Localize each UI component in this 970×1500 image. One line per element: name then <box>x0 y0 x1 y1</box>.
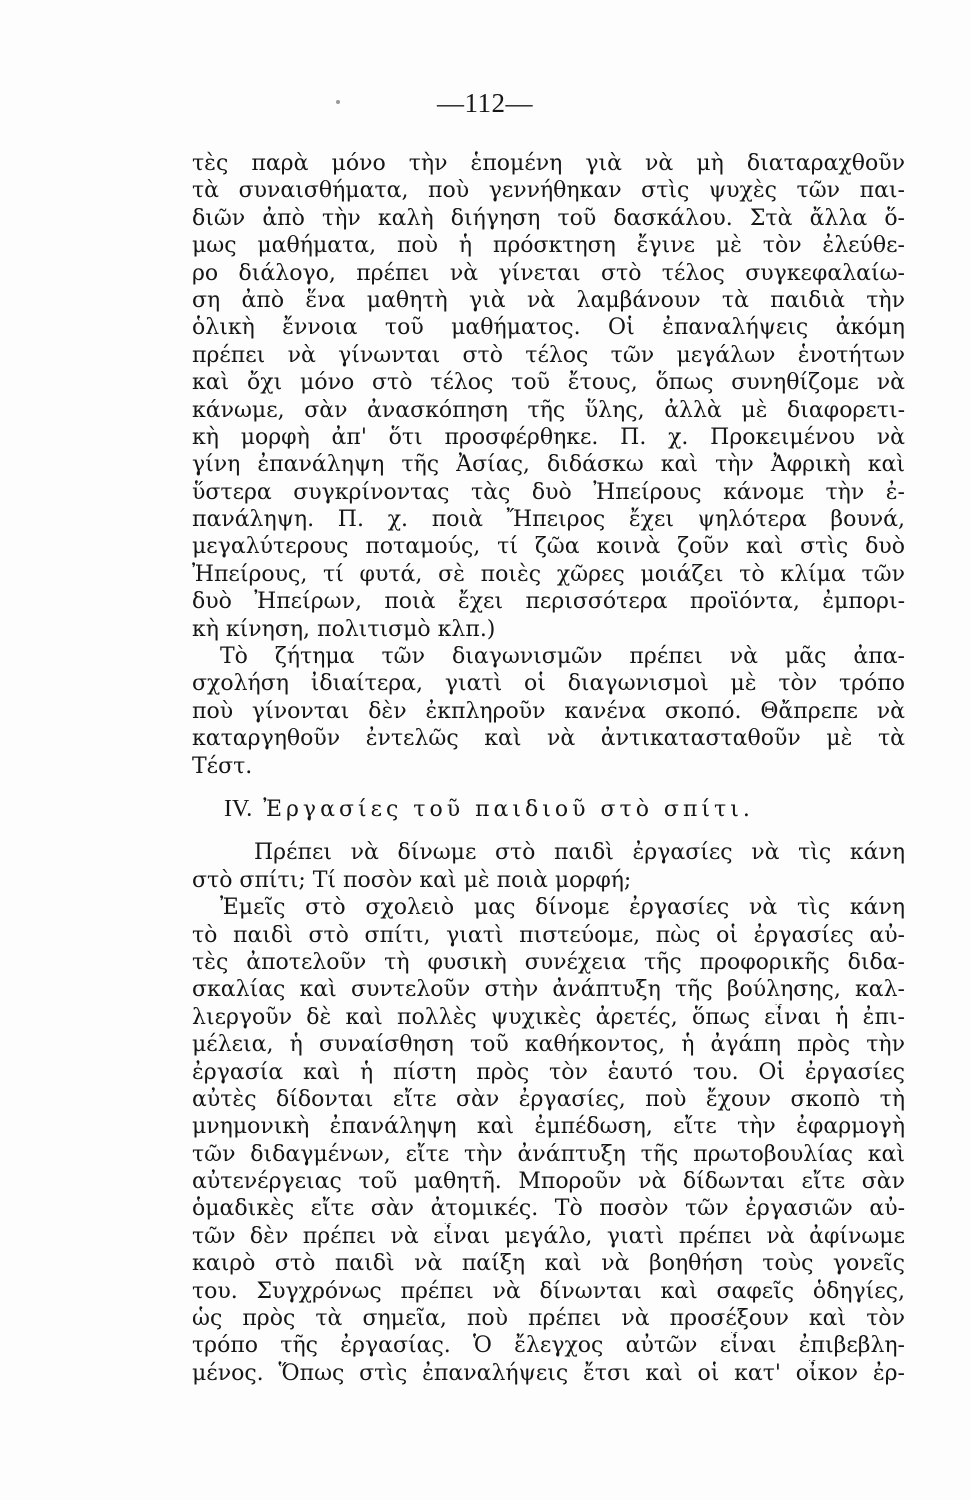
paragraph-3 <box>192 839 905 894</box>
text-line: τῶν διδαγμένων, εἴτε τὴν ἀνάπτυξη τῆς πρωτοβουλίας καὶ <box>192 1141 905 1167</box>
text-line: ρο διάλογο, πρέπει νὰ γίνεται στὸ τέλος συγκεφαλαίω- <box>192 260 905 286</box>
text-line: διῶν ἀπὸ τὴν καλὴ διήγηση τοῦ δασκάλου. Στὰ ἄλλα ὅ- <box>192 205 905 231</box>
text-line: ὕστερα συγκρίνοντας τὰς δυὸ Ἠπείρους κάνομε τὴν ἐ- <box>192 479 905 505</box>
text-line: του. Συγχρόνως πρέπει νὰ δίνωνται καὶ σαφεῖς ὁδηγίες, <box>192 1278 905 1304</box>
text-line: αὐτενέργειας τοῦ μαθητῆ. Μποροῦν νὰ δίδωνται εἴτε σὰν <box>192 1169 905 1195</box>
paragraph-1 <box>192 150 905 643</box>
text-line: Τὸ ζήτημα τῶν διαγωνισμῶν πρέπει νὰ μᾶς ἀπα- <box>220 644 905 670</box>
text-line: ἐργασία καὶ ἡ πίστη πρὸς τὸν ἑαυτό του. Οἱ ἐργασίες <box>192 1059 905 1085</box>
text-line: μως μαθήματα, ποὺ ἡ πρόσκτηση ἔγινε μὲ τὸν ἐλεύθε- <box>192 233 905 259</box>
text-line: μέλεια, ἡ συναίσθηση τοῦ καθήκοντος, ἡ ἀγάπη πρὸς τὴν <box>192 1032 905 1058</box>
text-line: τὸ παιδὶ στὸ σπίτι, γιατὶ πιστεύομε, πὼς οἱ ἐργασίες αὐ- <box>192 922 905 948</box>
text-line: τὲς παρὰ μόνο τὴν ἑπομένη γιὰ νὰ μὴ διαταραχθοῦν <box>192 151 905 176</box>
text-line: μνημονικὴ ἐπανάληψη καὶ ἐμπέδωση, εἴτε τὴν ἐφαρμογὴ <box>192 1114 905 1140</box>
text-line: καταργηθοῦν ἐντελῶς καὶ νὰ ἀντικατασταθοῦν μὲ τὰ <box>192 726 905 752</box>
text-line: Τέστ. <box>192 753 253 779</box>
text-line: κάνωμε, σὰν ἀνασκόπηση τῆς ὕλης, ἀλλὰ μὲ διαφορετι- <box>192 397 905 423</box>
paragraph-2 <box>192 643 905 780</box>
text-line: λιεργοῦν δὲ καὶ πολλὲς ψυχικὲς ἀρετές, ὅπως εἶναι ἡ ἐπι- <box>192 1004 905 1030</box>
text-line: γίνη ἐπανάληψη τῆς Ἀσίας, διδάσκω καὶ τὴν Ἀφρικὴ καὶ <box>192 452 905 478</box>
page-number: —112— <box>437 88 533 118</box>
text-line: πανάληψη. Π. χ. ποιὰ Ἤπειρος ἔχει ψηλότερα βουνά, <box>192 507 905 533</box>
text-line: ση ἀπὸ ἕνα μαθητὴ γιὰ νὰ λαμβάνουν τὰ παιδιὰ τὴν <box>192 287 905 313</box>
text-line: καὶ ὄχι μόνο στὸ τέλος τοῦ ἔτους, ὅπως συνηθίζομε νὰ <box>192 370 905 396</box>
text-line: αὐτὲς δίδονται εἴτε σὰν ἐργασίες, ποὺ ἔχουν σκοπὸ τὴ <box>192 1086 905 1112</box>
text-line: κὴ κίνηση, πολιτισμὸ κλπ.) <box>192 616 496 642</box>
section-heading <box>192 796 905 823</box>
text-line: τρόπο τῆς ἐργασίας. Ὁ ἔλεγχος αὐτῶν εἶναι ἐπιβεβλη- <box>192 1333 905 1359</box>
text-line: κὴ μορφὴ ἀπ' ὅτι προσφέρθηκε. Π. χ. Προκειμένου νὰ <box>192 424 905 450</box>
text-line: δυὸ Ἠπείρων, ποιὰ ἔχει περισσότερα προϊόντα, ἐμπορι- <box>192 589 905 615</box>
text-line: στὸ σπίτι; Τί ποσὸν καὶ μὲ ποιὰ μορφή; <box>192 867 632 893</box>
text-line: Ἐμεῖς στὸ σχολειὸ μας δίνομε ἐργασίες νὰ τὶς κάνη <box>220 895 905 921</box>
text-line: τὰ συναισθήματα, ποὺ γεννήθηκαν στὶς ψυχὲς τῶν παι- <box>192 178 905 204</box>
section-title: Ἐργασίες τοῦ παιδιοῦ στὸ σπίτι. <box>263 796 754 822</box>
text-line: ποὺ γίνονται δὲν ἐκπληροῦν κανένα σκοπό. Θἄπρεπε νὰ <box>192 698 905 724</box>
text-line: καιρὸ στὸ παιδὶ νὰ παίξη καὶ νὰ βοηθήση τοὺς γονεῖς <box>192 1251 905 1277</box>
text-line: ὁλικὴ ἔννοια τοῦ μαθήματος. Οἱ ἐπαναλήψεις ἀκόμη <box>192 315 905 341</box>
text-line: τῶν δὲν πρέπει νὰ εἶναι μεγάλο, γιατὶ πρέπει νὰ ἀφίνωμε <box>192 1223 905 1249</box>
text-line: Ἠπείρους, τί φυτά, σὲ ποιὲς χῶρες μοιάζει τὸ κλίμα τῶν <box>192 561 905 587</box>
text-line: Πρέπει νὰ δίνωμε στὸ παιδὶ ἐργασίες νὰ τὶς κάνη <box>254 840 905 866</box>
text-line: πρέπει νὰ γίνωνται στὸ τέλος τῶν μεγάλων ἑνοτήτων <box>192 342 905 368</box>
text-line: ὡς πρὸς τὰ σημεῖα, ποὺ πρέπει νὰ προσέξουν καὶ τὸν <box>192 1306 905 1332</box>
paragraph-4 <box>192 894 905 1387</box>
text-line: σχολήση ἰδιαίτερα, γιατὶ οἱ διαγωνισμοὶ μὲ τὸν τρόπο <box>192 671 905 697</box>
text-line: τὲς ἀποτελοῦν τὴ φυσικὴ συνέχεια τῆς προφορικῆς διδα- <box>192 949 905 975</box>
section-number: IV. <box>224 795 253 822</box>
text-line: ὁμαδικὲς εἴτε σὰν ἀτομικές. Τὸ ποσὸν τῶν ἐργασιῶν αὐ- <box>192 1196 905 1222</box>
text-line: μένος. Ὅπως στὶς ἐπαναλήψεις ἔτσι καὶ οἱ κατ' οἶκον ἐρ- <box>192 1360 905 1386</box>
body-text <box>192 150 905 1387</box>
text-line: σκαλίας καὶ συντελοῦν στὴν ἀνάπτυξη τῆς βούλησης, καλ- <box>192 977 905 1003</box>
text-line: μεγαλύτερους ποταμούς, τί ζῶα κοινὰ ζοῦν καὶ στὶς δυὸ <box>192 534 905 560</box>
